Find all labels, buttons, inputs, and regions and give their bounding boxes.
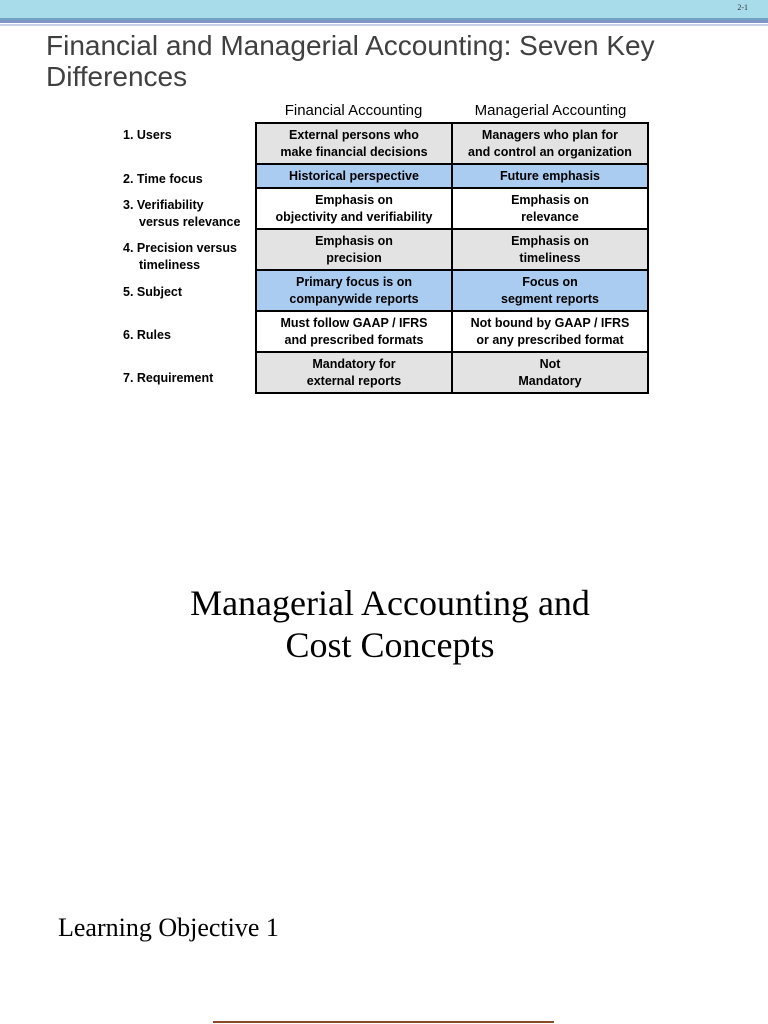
table-row	[256, 352, 648, 393]
row-label-line: versus relevance	[139, 215, 241, 229]
row-label-line: 5. Subject	[123, 285, 183, 299]
differences-table	[255, 122, 649, 394]
cell-managerial: Managers who plan for and control an organization	[452, 123, 648, 164]
row-label-line: 7. Requirement	[123, 371, 214, 385]
slide-title: Financial and Managerial Accounting: Seven Key Differences	[46, 30, 655, 92]
cell-financial: Must follow GAAP / IFRS and prescribed formats	[256, 311, 452, 352]
table-row	[256, 164, 648, 188]
row-label-time-focus	[123, 171, 258, 188]
row-label-line: timeliness	[139, 258, 201, 272]
row-label-line: 2. Time focus	[123, 172, 203, 186]
cell-managerial: Not Mandatory	[452, 352, 648, 393]
header-financial-accounting: Financial Accounting	[284, 102, 423, 119]
bottom-rule	[213, 1021, 554, 1023]
header-band	[0, 0, 768, 20]
row-label-subject	[123, 284, 258, 301]
cell-managerial: Emphasis on timeliness	[452, 229, 648, 270]
slide-number: 2-1	[737, 3, 748, 12]
row-label-requirement	[123, 370, 258, 387]
cell-financial: Primary focus is on companywide reports	[256, 270, 452, 311]
learning-objective: Learning Objective 1	[58, 913, 279, 942]
header-rule-light	[0, 24, 768, 26]
row-label-precision	[123, 240, 258, 274]
row-label-line: 3. Verifiability	[123, 198, 204, 212]
header-managerial-accounting: Managerial Accounting	[474, 102, 627, 119]
cell-managerial: Future emphasis	[452, 164, 648, 188]
cell-managerial: Not bound by GAAP / IFRS or any prescribed format	[452, 311, 648, 352]
section-title-line: Cost Concepts	[285, 625, 495, 665]
table-row	[256, 270, 648, 311]
row-label-line: 6. Rules	[123, 328, 171, 342]
row-label-line: 1. Users	[123, 128, 172, 142]
table-row	[256, 311, 648, 352]
section-title-line: Managerial Accounting and	[190, 583, 590, 623]
header-rule	[0, 20, 768, 23]
table-row	[256, 123, 648, 164]
cell-managerial: Emphasis on relevance	[452, 188, 648, 229]
table-row	[256, 188, 648, 229]
row-label-line: 4. Precision versus	[123, 241, 237, 255]
cell-managerial: Focus on segment reports	[452, 270, 648, 311]
cell-financial: Historical perspective	[256, 164, 452, 188]
table-row	[256, 229, 648, 270]
cell-financial: Mandatory for external reports	[256, 352, 452, 393]
row-label-rules	[123, 327, 258, 344]
section-title	[0, 582, 768, 666]
row-label-users	[123, 127, 258, 144]
row-label-verifiability	[123, 197, 258, 231]
cell-financial: Emphasis on precision	[256, 229, 452, 270]
cell-financial: External persons who make financial decisions	[256, 123, 452, 164]
cell-financial: Emphasis on objectivity and verifiability	[256, 188, 452, 229]
